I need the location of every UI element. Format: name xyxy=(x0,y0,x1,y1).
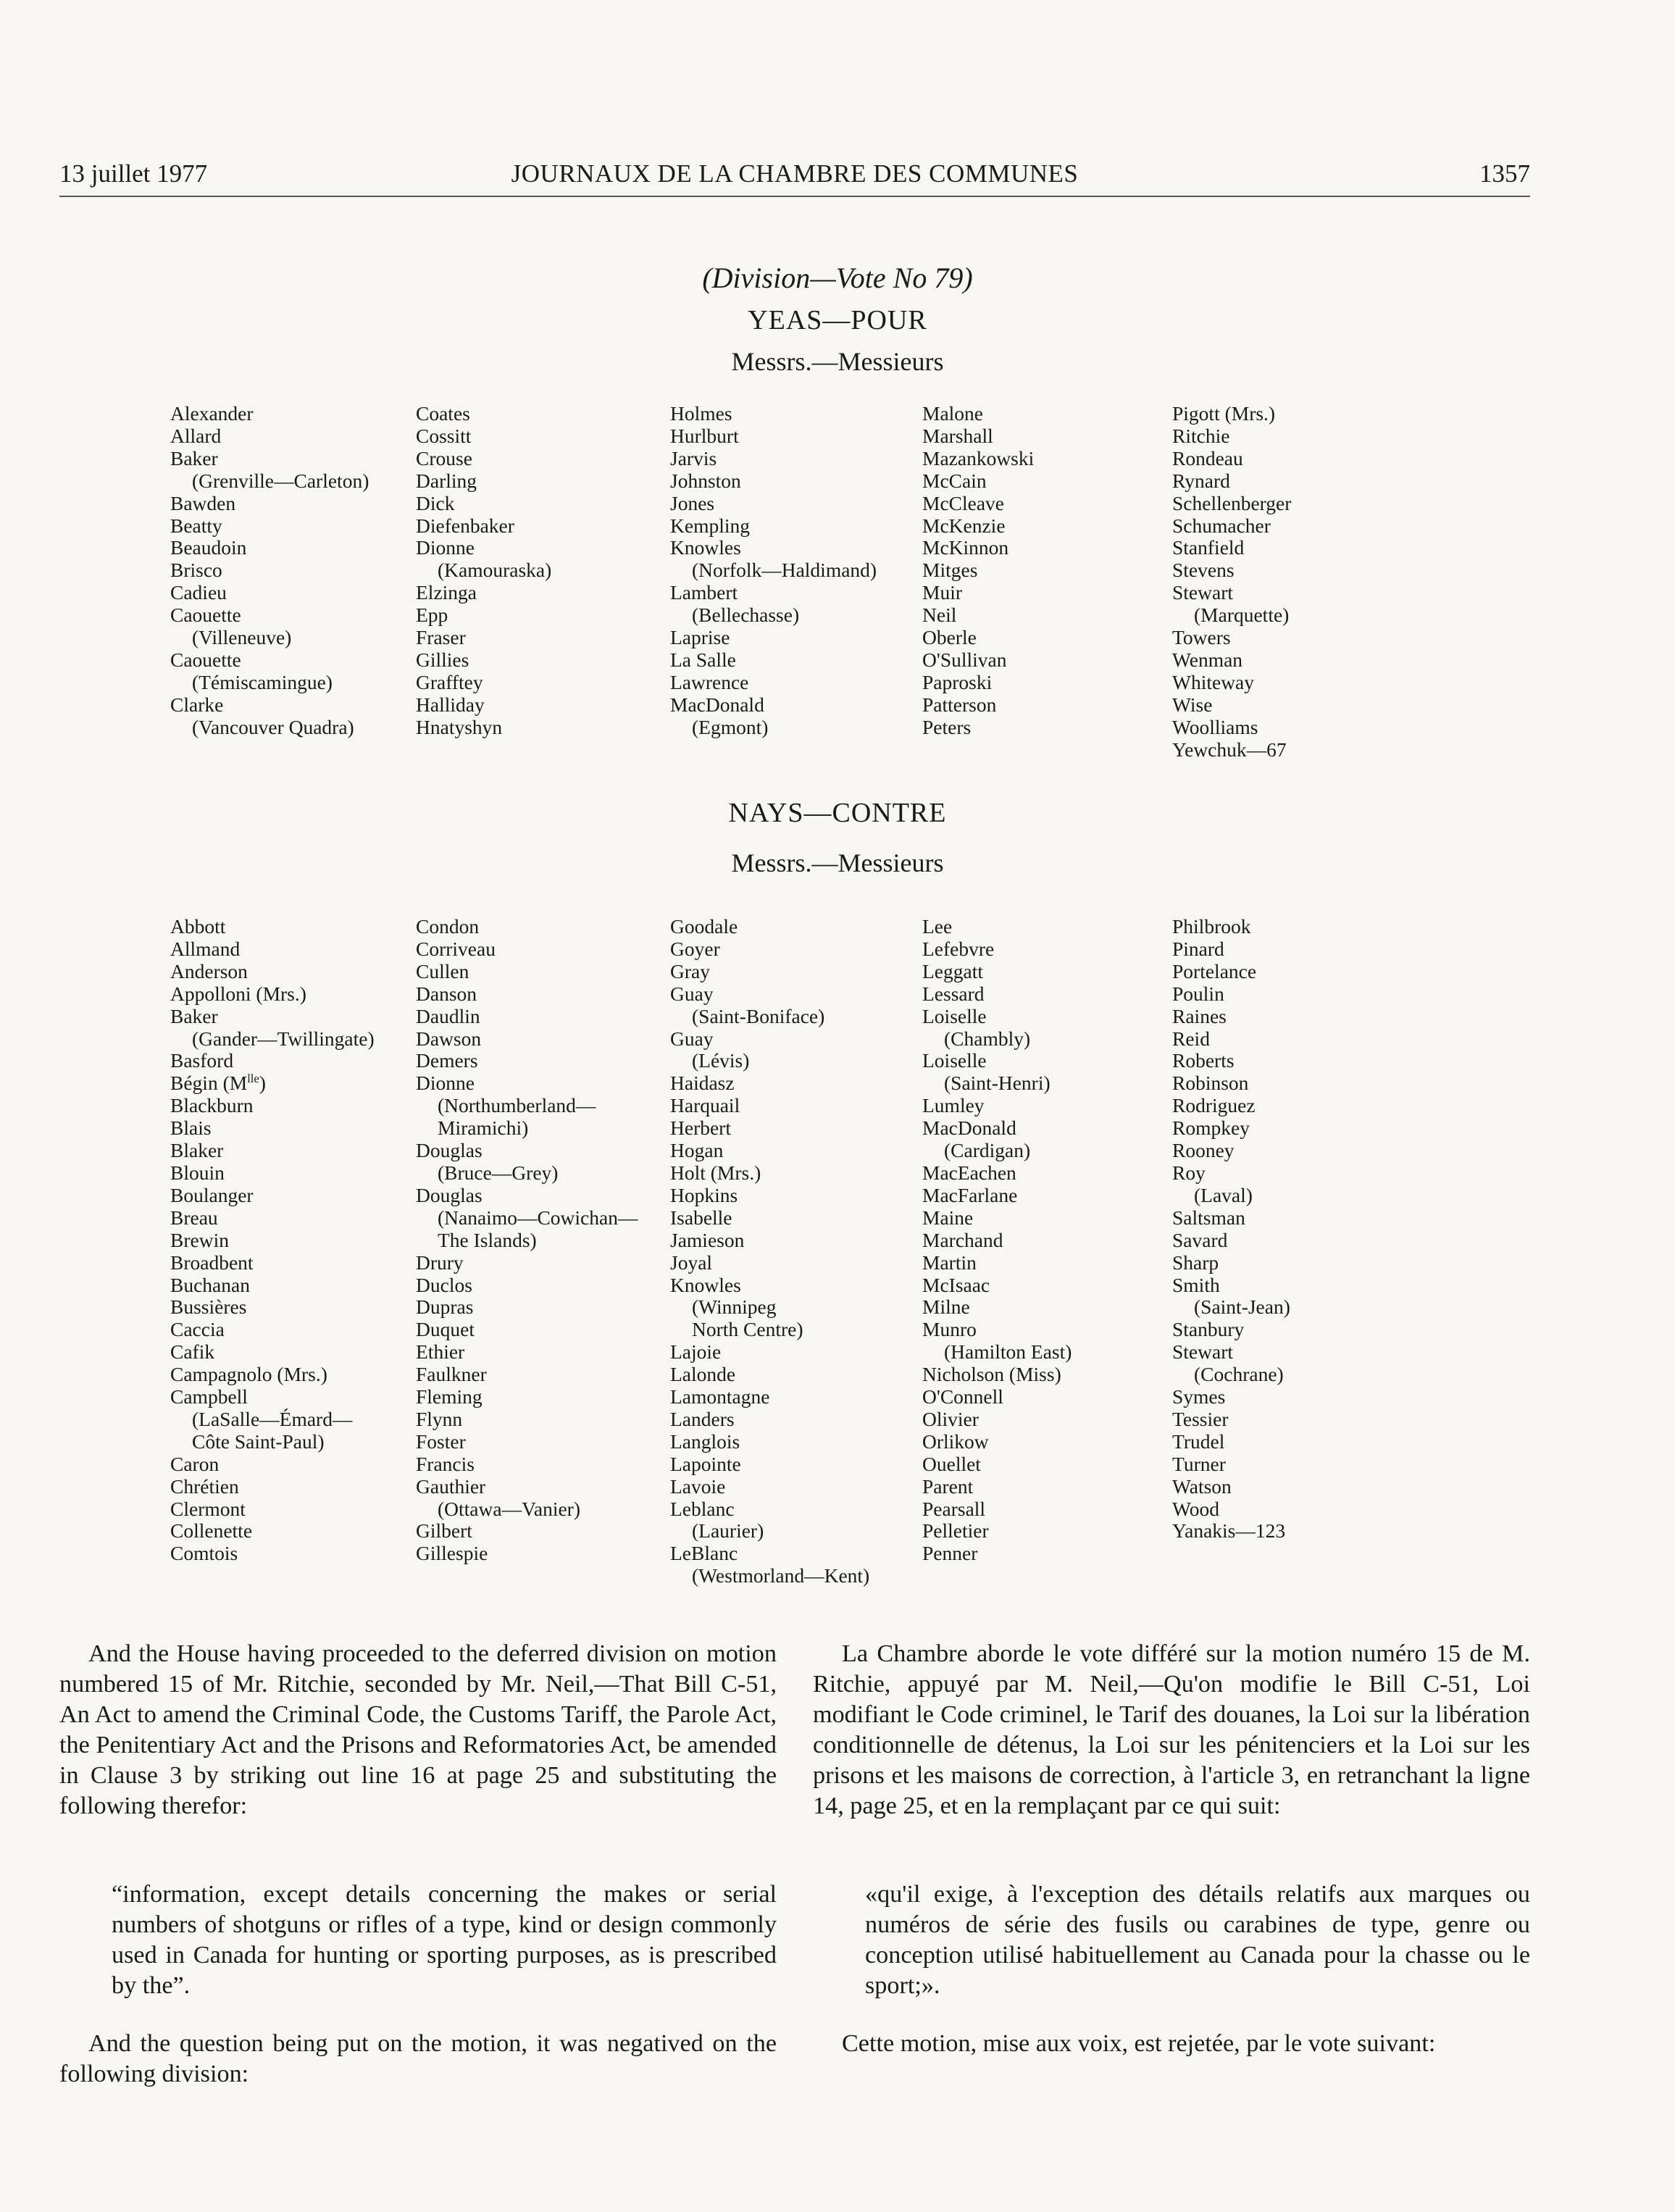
header-title: JOURNAUX DE LA CHAMBRE DES COMMUNES xyxy=(511,159,1079,188)
member-name: Côte Saint-Paul) xyxy=(192,1430,325,1453)
member-name: Douglas xyxy=(416,1183,483,1206)
member-name: Savard xyxy=(1172,1228,1228,1251)
member-name: Buchanan xyxy=(170,1273,250,1296)
member-name: North Centre) xyxy=(692,1318,803,1341)
member-name: Sharp xyxy=(1172,1251,1219,1274)
member-name: Gillespie xyxy=(416,1542,488,1565)
member-name: Whiteway xyxy=(1172,670,1255,693)
member-name: Parent xyxy=(922,1474,974,1498)
member-name: The Islands) xyxy=(438,1228,537,1251)
member-name: (Gander—Twillingate) xyxy=(192,1027,375,1050)
member-name: Schumacher xyxy=(1172,514,1271,537)
member-name: (Marquette) xyxy=(1194,604,1290,627)
member-name: Duclos xyxy=(416,1273,472,1296)
member-name: (Kamouraska) xyxy=(438,559,552,582)
member-name: Roberts xyxy=(1172,1049,1235,1072)
member-name: Nicholson (Miss) xyxy=(922,1363,1061,1386)
member-name: Knowles xyxy=(670,1273,741,1296)
member-name: Ritchie xyxy=(1172,424,1230,447)
member-name: (Hamilton East) xyxy=(944,1340,1072,1364)
member-name: Symes xyxy=(1172,1385,1226,1408)
member-name: Basford xyxy=(170,1049,234,1072)
yeas-subheading: Messrs.—Messieurs xyxy=(731,347,944,376)
member-name: (Bruce—Grey) xyxy=(438,1161,559,1184)
french-question-paragraph: Cette motion, mise aux voix, est rejetée, par le vote suivant: xyxy=(842,2030,1436,2057)
member-name: Goodale xyxy=(670,915,738,938)
member-name: Clermont xyxy=(170,1497,246,1520)
member-name: (Northumberland— xyxy=(438,1094,596,1117)
member-name: Herbert xyxy=(670,1117,731,1140)
nays-heading: NAYS—CONTRE xyxy=(728,798,947,828)
member-name: Abbott xyxy=(170,915,226,938)
nays-column-4 xyxy=(922,916,1072,1565)
member-name: Campbell xyxy=(170,1385,248,1408)
member-name: Boulanger xyxy=(170,1183,254,1206)
member-name: Leblanc xyxy=(670,1497,735,1520)
member-name: Brisco xyxy=(170,559,222,582)
member-name: Malone xyxy=(922,402,984,425)
member-name: Laprise xyxy=(670,626,730,649)
member-name: Bawden xyxy=(170,491,236,514)
member-name: Marchand xyxy=(922,1228,1003,1251)
member-name: Lefebvre xyxy=(922,937,995,960)
member-name: Coates xyxy=(416,402,470,425)
member-name: Mitges xyxy=(922,559,978,582)
member-name: Lee xyxy=(922,915,953,938)
member-name: Turner xyxy=(1172,1452,1226,1475)
member-name: Campagnolo (Mrs.) xyxy=(170,1363,327,1386)
member-name: Rooney xyxy=(1172,1139,1235,1162)
member-name: Pelletier xyxy=(922,1519,989,1543)
member-name: Marshall xyxy=(922,424,993,447)
member-name: Penner xyxy=(922,1542,978,1565)
member-name: Portelance xyxy=(1172,959,1257,982)
member-name: MacDonald xyxy=(670,693,764,716)
member-name: Alexander xyxy=(170,402,254,425)
member-name: Yewchuk—67 xyxy=(1172,738,1287,761)
member-name: Appolloni (Mrs.) xyxy=(170,982,306,1005)
member-name: Towers xyxy=(1172,626,1231,649)
member-name: (Westmorland—Kent) xyxy=(692,1564,870,1587)
member-name: Rodriguez xyxy=(1172,1094,1256,1117)
member-name: Stevens xyxy=(1172,559,1235,582)
english-motion-quote: “information, except details concerning the makes or serial numbers of shotguns or rifles of a type, kind or design commonly used in Canada for hunting or sporting purposes, as is prescribed by the”. xyxy=(112,1881,777,1999)
french-motion-paragraph: La Chambre aborde le vote différé sur la motion numéro 15 de M. Ritchie, appuyé par M. Neil,—Qu'on modifie le Bill C-51, Loi modifiant le Code criminel, le Tarif des douanes, la Loi sur la libération conditionnelle de détenus, la Loi sur les pénitenciers et la Loi sur les prisons et les maisons de correction, à l'article 3, en retranchant la ligne 14, page 25, et en la remplaçant par ce qui suit: xyxy=(813,1640,1530,1819)
member-name: Gauthier xyxy=(416,1474,486,1498)
member-name: Wise xyxy=(1172,693,1213,716)
member-name: Harquail xyxy=(670,1094,740,1117)
yeas-column-1 xyxy=(170,403,369,739)
member-name: McIsaac xyxy=(922,1273,990,1296)
member-name: Saltsman xyxy=(1172,1206,1245,1229)
member-name: McKenzie xyxy=(922,514,1006,537)
member-name: Gray xyxy=(670,959,710,982)
member-name: Lamontagne xyxy=(670,1385,770,1408)
member-name: Blais xyxy=(170,1117,212,1140)
member-name: Landers xyxy=(670,1407,735,1430)
member-name: Pearsall xyxy=(922,1497,986,1520)
member-name: Orlikow xyxy=(922,1430,989,1453)
member-name: Condon xyxy=(416,915,480,938)
member-name: Lumley xyxy=(922,1094,985,1117)
member-name: Foster xyxy=(416,1430,466,1453)
member-name: MacEachen xyxy=(922,1161,1016,1184)
member-name: Elzinga xyxy=(416,581,477,604)
member-name: Rondeau xyxy=(1172,446,1243,469)
member-name: McCain xyxy=(922,469,987,492)
member-name: Duquet xyxy=(416,1318,475,1341)
member-name: (Cochrane) xyxy=(1194,1363,1284,1386)
member-name: Miramichi) xyxy=(438,1117,529,1140)
member-name: Gilbert xyxy=(416,1519,472,1543)
member-name: Martin xyxy=(922,1251,977,1274)
member-name: Woolliams xyxy=(1172,715,1258,738)
member-name: Corriveau xyxy=(416,937,496,960)
member-name: Loiselle xyxy=(922,1049,987,1072)
member-name: Baker xyxy=(170,446,218,469)
member-name: Olivier xyxy=(922,1407,979,1430)
yeas-column-4 xyxy=(922,403,1034,739)
member-name: Roy xyxy=(1172,1161,1206,1184)
member-name: Diefenbaker xyxy=(416,514,514,537)
member-name: Paproski xyxy=(922,670,993,693)
member-name: Lambert xyxy=(670,581,738,604)
member-name: O'Connell xyxy=(922,1385,1003,1408)
member-name: Bussières xyxy=(170,1295,247,1319)
member-name: Jamieson xyxy=(670,1228,745,1251)
member-name: Caouette xyxy=(170,648,241,671)
member-name: Hogan xyxy=(670,1139,724,1162)
member-name: Jarvis xyxy=(670,446,717,469)
member-name: Stewart xyxy=(1172,581,1234,604)
member-name: (Saint-Jean) xyxy=(1194,1295,1290,1319)
member-name: Lalonde xyxy=(670,1363,736,1386)
nays-column-5 xyxy=(1172,916,1290,1543)
member-name: Dionne xyxy=(416,536,475,559)
member-name: Drury xyxy=(416,1251,464,1274)
member-name: Goyer xyxy=(670,937,720,960)
member-name: Fraser xyxy=(416,626,466,649)
yeas-column-2 xyxy=(416,403,551,739)
member-name: Stanbury xyxy=(1172,1318,1245,1341)
member-name: Milne xyxy=(922,1295,970,1319)
member-name: Comtois xyxy=(170,1542,238,1565)
member-name: Cafik xyxy=(170,1340,215,1364)
member-name: Grafftey xyxy=(416,670,483,693)
member-name: Ethier xyxy=(416,1340,465,1364)
member-name: Mazankowski xyxy=(922,446,1035,469)
yeas-column-5 xyxy=(1172,403,1291,761)
member-name: Cossitt xyxy=(416,424,472,447)
nays-column-1 xyxy=(170,916,375,1565)
member-name: Epp xyxy=(416,604,448,627)
member-name: (Cardigan) xyxy=(944,1139,1031,1162)
member-name: Isabelle xyxy=(670,1206,732,1229)
member-name: Bégin $(M^{lle})$ xyxy=(170,1072,266,1095)
member-name: LeBlanc xyxy=(670,1542,738,1565)
member-name: Crouse xyxy=(416,446,472,469)
member-name: (Lévis) xyxy=(692,1049,750,1072)
member-name: Halliday xyxy=(416,693,485,716)
member-name: Guay xyxy=(670,982,714,1005)
member-name: Caccia xyxy=(170,1318,225,1341)
member-name: Rompkey xyxy=(1172,1117,1250,1140)
member-name: Danson xyxy=(416,982,477,1005)
member-name: Ouellet xyxy=(922,1452,981,1475)
member-name: Schellenberger xyxy=(1172,491,1292,514)
page-number: 1357 xyxy=(1479,159,1530,188)
member-name: Reid xyxy=(1172,1027,1210,1050)
member-name: Holmes xyxy=(670,402,732,425)
member-name: Hopkins xyxy=(670,1183,738,1206)
nays-column-3 xyxy=(670,916,869,1587)
member-name: (Saint-Henri) xyxy=(944,1072,1050,1095)
member-name: Clarke xyxy=(170,693,224,716)
member-name: Pinard xyxy=(1172,937,1224,960)
yeas-heading: YEAS—POUR xyxy=(748,305,927,335)
member-name: (LaSalle—Émard— xyxy=(192,1407,353,1430)
member-name: Blouin xyxy=(170,1161,225,1184)
member-name: Dick xyxy=(416,491,455,514)
member-name: Anderson xyxy=(170,959,248,982)
member-name: (Laval) xyxy=(1194,1183,1253,1206)
member-name: Tessier xyxy=(1172,1407,1229,1430)
member-name: Peters xyxy=(922,715,972,738)
member-name: Caouette xyxy=(170,604,241,627)
member-name: Blackburn xyxy=(170,1094,254,1117)
member-name: Raines xyxy=(1172,1004,1227,1027)
member-name: McKinnon xyxy=(922,536,1009,559)
member-name: Daudlin xyxy=(416,1004,480,1027)
member-name: Darling xyxy=(416,469,477,492)
member-name: Lajoie xyxy=(670,1340,722,1364)
member-name: (Grenville—Carleton) xyxy=(192,469,369,492)
member-name: Baker xyxy=(170,1004,218,1027)
member-name: Lavoie xyxy=(670,1474,726,1498)
member-name: Neil xyxy=(922,604,957,627)
member-name: Dupras xyxy=(416,1295,474,1319)
member-name: La Salle xyxy=(670,648,736,671)
member-name: Philbrook xyxy=(1172,915,1251,938)
member-name: Stewart xyxy=(1172,1340,1234,1364)
member-name: Broadbent xyxy=(170,1251,254,1274)
member-name: Francis xyxy=(416,1452,475,1475)
member-name: (Saint-Boniface) xyxy=(692,1004,825,1027)
member-name: Smith xyxy=(1172,1273,1220,1296)
member-name: Poulin xyxy=(1172,982,1224,1005)
nays-column-2 xyxy=(416,916,638,1565)
member-name: Robinson xyxy=(1172,1072,1249,1095)
member-name: (Winnipeg xyxy=(692,1295,777,1319)
member-name: Wood xyxy=(1172,1497,1220,1520)
member-name: Lessard xyxy=(922,982,985,1005)
header-rule xyxy=(59,196,1530,197)
member-name: (Vancouver Quadra) xyxy=(192,715,354,738)
member-name: (Ottawa—Vanier) xyxy=(438,1497,580,1520)
member-name: Patterson xyxy=(922,693,997,716)
member-name: Allmand xyxy=(170,937,241,960)
english-question-paragraph: And the question being put on the motion, it was negatived on the following division: xyxy=(59,2030,777,2087)
member-name: Haidasz xyxy=(670,1072,735,1095)
member-name: Cullen xyxy=(416,959,469,982)
nays-subheading: Messrs.—Messieurs xyxy=(731,848,944,877)
member-name: Demers xyxy=(416,1049,478,1072)
member-name: Breau xyxy=(170,1206,218,1229)
member-name: Oberle xyxy=(922,626,977,649)
member-name: Cadieu xyxy=(170,581,227,604)
member-name: Jones xyxy=(670,491,715,514)
member-name: Faulkner xyxy=(416,1363,487,1386)
member-name: Dionne xyxy=(416,1072,475,1095)
member-name: Hnatyshyn xyxy=(416,715,503,738)
member-name: O'Sullivan xyxy=(922,648,1007,671)
member-name: McCleave xyxy=(922,491,1005,514)
member-name: Wenman xyxy=(1172,648,1243,671)
member-name: Stanfield xyxy=(1172,536,1245,559)
member-name: (Villeneuve) xyxy=(192,626,292,649)
member-name: Gillies xyxy=(416,648,469,671)
member-name: Kempling xyxy=(670,514,750,537)
member-name: Chrétien xyxy=(170,1474,239,1498)
member-name: Loiselle xyxy=(922,1004,987,1027)
member-name: Hurlburt xyxy=(670,424,739,447)
english-motion-paragraph: And the House having proceeded to the deferred division on motion numbered 15 of Mr. Ritchie, seconded by Mr. Neil,—That Bill C-51, An Act to amend the Criminal Code, the Customs Tariff, the Parole Act, the Penitentiary Act and the Prisons and Reformatories Act, be amended in Clause 3 by striking out line 16 at page 25 and substituting the following therefor: xyxy=(59,1640,777,1819)
member-name: Watson xyxy=(1172,1474,1232,1498)
member-name: (Laurier) xyxy=(692,1519,764,1543)
member-name: Langlois xyxy=(670,1430,740,1453)
member-name: Caron xyxy=(170,1452,220,1475)
member-name: Flynn xyxy=(416,1407,463,1430)
member-name: Brewin xyxy=(170,1228,229,1251)
page-header xyxy=(59,159,1530,196)
header-date: 13 juillet 1977 xyxy=(59,159,208,188)
member-name: Leggatt xyxy=(922,959,983,982)
member-name: Guay xyxy=(670,1027,714,1050)
member-name: Pigott (Mrs.) xyxy=(1172,402,1276,425)
member-name: (Bellechasse) xyxy=(692,604,800,627)
member-name: (Norfolk—Haldimand) xyxy=(692,559,877,582)
member-name: (Chambly) xyxy=(944,1027,1031,1050)
member-name: (Nanaimo—Cowichan— xyxy=(438,1206,638,1229)
member-name: Lapointe xyxy=(670,1452,741,1475)
member-name: Collenette xyxy=(170,1519,253,1543)
member-name: Blaker xyxy=(170,1139,224,1162)
member-name: Rynard xyxy=(1172,469,1230,492)
yeas-column-3 xyxy=(670,403,877,739)
member-name: Munro xyxy=(922,1318,977,1341)
member-name: Holt (Mrs.) xyxy=(670,1161,761,1184)
member-name: Beaudoin xyxy=(170,536,247,559)
member-name: Fleming xyxy=(416,1385,483,1408)
member-name: Maine xyxy=(922,1206,974,1229)
member-name: Trudel xyxy=(1172,1430,1225,1453)
member-name: MacFarlane xyxy=(922,1183,1018,1206)
member-name: Joyal xyxy=(670,1251,713,1274)
member-name: Allard xyxy=(170,424,222,447)
member-name: (Témiscamingue) xyxy=(192,670,333,693)
member-name: MacDonald xyxy=(922,1117,1016,1140)
member-name: Douglas xyxy=(416,1139,483,1162)
member-name: Lawrence xyxy=(670,670,749,693)
french-motion-quote: «qu'il exige, à l'exception des détails relatifs aux marques ou numéros de série des fusils ou carabines de type, genre ou conception utilisé habituellement au Canada pour la chasse ou le sport;». xyxy=(865,1881,1530,1999)
member-name: Muir xyxy=(922,581,962,604)
member-name: Dawson xyxy=(416,1027,482,1050)
division-title: (Division—Vote No 79) xyxy=(702,262,973,294)
member-name: Yanakis—123 xyxy=(1172,1519,1286,1543)
member-name: Knowles xyxy=(670,536,741,559)
member-name: (Egmont) xyxy=(692,715,769,738)
member-name: Beatty xyxy=(170,514,222,537)
member-name: Johnston xyxy=(670,469,741,492)
